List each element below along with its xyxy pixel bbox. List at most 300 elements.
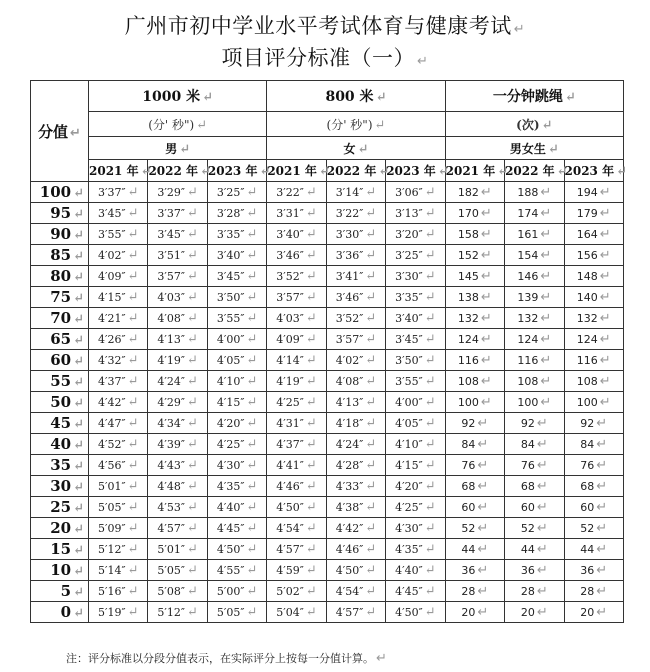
paragraph-mark-icon: ↵ <box>477 478 489 494</box>
unit-time-1000m: (分' 秒") ↵ <box>89 112 267 137</box>
table-row <box>31 308 624 329</box>
count-value-cell: 36 ↵ <box>505 560 564 581</box>
paragraph-mark-icon: ↵ <box>187 457 198 473</box>
paragraph-mark-icon: ↵ <box>480 268 492 284</box>
count-value-cell: 188 ↵ <box>505 182 564 203</box>
paragraph-mark-icon: ↵ <box>424 541 436 557</box>
paragraph-mark-icon: ↵ <box>246 415 258 431</box>
table-row <box>31 539 624 560</box>
count-value-cell: 170 ↵ <box>445 203 504 224</box>
count-value-cell: 44 ↵ <box>505 539 564 560</box>
paragraph-mark-icon: ↵ <box>596 436 608 452</box>
paragraph-mark-icon: ↵ <box>127 226 139 242</box>
time-value-cell: 4′47″ ↵ <box>89 413 148 434</box>
paragraph-mark-icon: ↵ <box>596 457 608 473</box>
paragraph-mark-icon: ↵ <box>424 478 436 494</box>
paragraph-mark-icon: ↵ <box>365 352 377 368</box>
table-row <box>31 413 624 434</box>
time-value-cell: 4′53″ ↵ <box>148 497 207 518</box>
count-value-cell: 148 ↵ <box>564 266 624 287</box>
time-value-cell: 3′30″ ↵ <box>326 224 385 245</box>
paragraph-mark-icon: ↵ <box>365 520 377 536</box>
paragraph-mark-icon: ↵ <box>536 562 548 578</box>
paragraph-mark-icon: ↵ <box>73 291 84 306</box>
score-cell: 65 ↵ <box>31 329 89 350</box>
paragraph-mark-icon: ↵ <box>540 247 552 263</box>
paragraph-mark-icon: ↵ <box>480 352 492 368</box>
count-value-cell: 36 ↵ <box>564 560 624 581</box>
count-value-cell: 84 ↵ <box>505 434 564 455</box>
paragraph-mark-icon: ↵ <box>365 184 377 200</box>
paragraph-mark-icon: ↵ <box>480 226 492 242</box>
paragraph-mark-icon: ↵ <box>305 604 317 620</box>
paragraph-mark-icon: ↵ <box>365 373 377 389</box>
time-value-cell: 4′00″ ↵ <box>207 329 266 350</box>
count-value-cell: 20 ↵ <box>564 602 624 623</box>
time-value-cell: 4′03″ ↵ <box>148 287 207 308</box>
score-cell: 75 ↵ <box>31 287 89 308</box>
paragraph-mark-icon: ↵ <box>480 205 492 221</box>
count-value-cell: 20 ↵ <box>445 602 504 623</box>
count-value-cell: 139 ↵ <box>505 287 564 308</box>
paragraph-mark-icon: ↵ <box>596 541 608 557</box>
time-value-cell: 5′01″ ↵ <box>148 539 207 560</box>
paragraph-mark-icon: ↵ <box>187 394 198 410</box>
time-value-cell: 5′02″ ↵ <box>267 581 326 602</box>
count-value-cell: 60 ↵ <box>445 497 504 518</box>
time-value-cell: 5′00″ ↵ <box>207 581 266 602</box>
time-value-cell: 3′29″ ↵ <box>148 182 207 203</box>
time-value-cell: 4′31″ ↵ <box>267 413 326 434</box>
count-value-cell: 156 ↵ <box>564 245 624 266</box>
count-value-cell: 28 ↵ <box>505 581 564 602</box>
paragraph-mark-icon: ↵ <box>596 583 608 599</box>
time-value-cell: 3′45″ ↵ <box>148 224 207 245</box>
time-value-cell: 4′57″ ↵ <box>326 602 385 623</box>
table-row <box>31 392 624 413</box>
paragraph-mark-icon: ↵ <box>541 117 553 133</box>
paragraph-mark-icon: ↵ <box>477 520 489 536</box>
time-value-cell: 4′43″ ↵ <box>148 455 207 476</box>
score-cell: 45 ↵ <box>31 413 89 434</box>
paragraph-mark-icon: ↵ <box>477 541 489 557</box>
time-value-cell: 4′08″ ↵ <box>326 371 385 392</box>
paragraph-mark-icon: ↵ <box>73 207 84 222</box>
paragraph-mark-icon: ↵ <box>246 457 258 473</box>
table-row <box>31 266 624 287</box>
paragraph-mark-icon: ↵ <box>599 184 611 200</box>
paragraph-mark-icon: ↵ <box>127 436 139 452</box>
time-value-cell: 4′00″ ↵ <box>386 392 445 413</box>
time-value-cell: 3′51″ ↵ <box>148 245 207 266</box>
paragraph-mark-icon: ↵ <box>365 541 377 557</box>
paragraph-mark-icon: ↵ <box>477 457 489 473</box>
paragraph-mark-icon: ↵ <box>305 331 317 347</box>
time-value-cell: 4′35″ ↵ <box>207 476 266 497</box>
paragraph-mark-icon: ↵ <box>365 415 377 431</box>
paragraph-mark-icon: ↵ <box>73 606 84 621</box>
time-value-cell: 4′05″ ↵ <box>386 413 445 434</box>
count-value-cell: 20 ↵ <box>505 602 564 623</box>
paragraph-mark-icon: ↵ <box>246 604 258 620</box>
time-value-cell: 3′13″ ↵ <box>386 203 445 224</box>
count-value-cell: 132 ↵ <box>564 308 624 329</box>
time-value-cell: 3′28″ ↵ <box>207 203 266 224</box>
paragraph-mark-icon: ↵ <box>540 289 552 305</box>
paragraph-mark-icon: ↵ <box>424 562 436 578</box>
table-row <box>31 350 624 371</box>
paragraph-mark-icon: ↵ <box>187 352 198 368</box>
paragraph-mark-icon: ↵ <box>536 604 548 620</box>
header-score: 分值 ↵ <box>31 81 89 182</box>
paragraph-mark-icon: ↵ <box>536 520 548 536</box>
count-value-cell: 154 ↵ <box>505 245 564 266</box>
time-value-cell: 4′56″ ↵ <box>89 455 148 476</box>
paragraph-mark-icon: ↵ <box>596 604 608 620</box>
paragraph-mark-icon: ↵ <box>305 478 317 494</box>
paragraph-mark-icon: ↵ <box>424 520 436 536</box>
paragraph-mark-icon: ↵ <box>305 289 317 305</box>
score-cell: 10 ↵ <box>31 560 89 581</box>
paragraph-mark-icon: ↵ <box>365 562 377 578</box>
paragraph-mark-icon: ↵ <box>599 310 611 326</box>
count-value-cell: 116 ↵ <box>564 350 624 371</box>
count-value-cell: 145 ↵ <box>445 266 504 287</box>
count-value-cell: 116 ↵ <box>505 350 564 371</box>
table-row <box>31 560 624 581</box>
paragraph-mark-icon: ↵ <box>540 226 552 242</box>
paragraph-mark-icon: ↵ <box>424 415 436 431</box>
paragraph-mark-icon: ↵ <box>73 249 84 264</box>
paragraph-mark-icon: ↵ <box>365 268 377 284</box>
time-value-cell: 3′57″ ↵ <box>326 329 385 350</box>
paragraph-mark-icon: ↵ <box>127 247 139 263</box>
time-value-cell: 4′26″ ↵ <box>89 329 148 350</box>
year-header-cell: 2023 年 ↵ <box>386 160 445 182</box>
count-value-cell: 174 ↵ <box>505 203 564 224</box>
paragraph-mark-icon: ↵ <box>424 352 436 368</box>
paragraph-mark-icon: ↵ <box>480 289 492 305</box>
time-value-cell: 4′29″ ↵ <box>148 392 207 413</box>
time-value-cell: 4′24″ ↵ <box>148 371 207 392</box>
count-value-cell: 92 ↵ <box>445 413 504 434</box>
paragraph-mark-icon: ↵ <box>200 164 211 179</box>
paragraph-mark-icon: ↵ <box>187 247 198 263</box>
time-value-cell: 4′21″ ↵ <box>89 308 148 329</box>
score-cell: 100 ↵ <box>31 182 89 203</box>
paragraph-mark-icon: ↵ <box>246 310 258 326</box>
paragraph-mark-icon: ↵ <box>599 247 611 263</box>
paragraph-mark-icon: ↵ <box>73 543 84 558</box>
time-value-cell: 4′42″ ↵ <box>89 392 148 413</box>
time-value-cell: 4′50″ ↵ <box>326 560 385 581</box>
paragraph-mark-icon: ↵ <box>187 331 198 347</box>
count-value-cell: 152 ↵ <box>445 245 504 266</box>
paragraph-mark-icon: ↵ <box>616 164 627 179</box>
paragraph-mark-icon: ↵ <box>540 394 552 410</box>
time-value-cell: 3′45″ ↵ <box>89 203 148 224</box>
paragraph-mark-icon: ↵ <box>305 373 317 389</box>
count-value-cell: 52 ↵ <box>445 518 504 539</box>
paragraph-mark-icon: ↵ <box>246 226 258 242</box>
time-value-cell: 5′01″ ↵ <box>89 476 148 497</box>
count-value-cell: 146 ↵ <box>505 266 564 287</box>
count-value-cell: 68 ↵ <box>505 476 564 497</box>
paragraph-mark-icon: ↵ <box>196 117 208 133</box>
paragraph-mark-icon: ↵ <box>477 436 489 452</box>
paragraph-mark-icon: ↵ <box>365 499 377 515</box>
paragraph-mark-icon: ↵ <box>202 90 214 105</box>
time-value-cell: 4′28″ ↵ <box>326 455 385 476</box>
paragraph-mark-icon: ↵ <box>305 352 317 368</box>
paragraph-mark-icon: ↵ <box>305 310 317 326</box>
gender-male: 男 ↵ <box>89 137 267 160</box>
paragraph-mark-icon: ↵ <box>536 499 548 515</box>
paragraph-mark-icon: ↵ <box>596 562 608 578</box>
time-value-cell: 4′54″ ↵ <box>326 581 385 602</box>
paragraph-mark-icon: ↵ <box>424 604 436 620</box>
time-value-cell: 3′57″ ↵ <box>267 287 326 308</box>
time-value-cell: 3′14″ ↵ <box>326 182 385 203</box>
paragraph-mark-icon: ↵ <box>437 164 449 179</box>
time-value-cell: 4′09″ ↵ <box>89 266 148 287</box>
count-value-cell: 100 ↵ <box>505 392 564 413</box>
paragraph-mark-icon: ↵ <box>540 268 552 284</box>
paragraph-mark-icon: ↵ <box>424 247 436 263</box>
paragraph-mark-icon: ↵ <box>540 331 552 347</box>
paragraph-mark-icon: ↵ <box>599 268 611 284</box>
time-value-cell: 4′19″ ↵ <box>267 371 326 392</box>
time-value-cell: 3′22″ ↵ <box>267 182 326 203</box>
paragraph-mark-icon: ↵ <box>375 90 387 105</box>
time-value-cell: 3′37″ ↵ <box>148 203 207 224</box>
paragraph-mark-icon: ↵ <box>424 394 436 410</box>
paragraph-mark-icon: ↵ <box>73 585 84 600</box>
table-row <box>31 224 624 245</box>
time-value-cell: 3′46″ ↵ <box>267 245 326 266</box>
paragraph-mark-icon: ↵ <box>417 54 429 69</box>
paragraph-mark-icon: ↵ <box>540 184 552 200</box>
count-value-cell: 92 ↵ <box>564 413 624 434</box>
paragraph-mark-icon: ↵ <box>424 583 436 599</box>
paragraph-mark-icon: ↵ <box>187 499 198 515</box>
paragraph-mark-icon: ↵ <box>556 164 568 179</box>
paragraph-mark-icon: ↵ <box>246 289 258 305</box>
year-header-cell: 2023 年 ↵ <box>564 160 624 182</box>
paragraph-mark-icon: ↵ <box>477 415 489 431</box>
time-value-cell: 3′35″ ↵ <box>207 224 266 245</box>
count-value-cell: 132 ↵ <box>505 308 564 329</box>
paragraph-mark-icon: ↵ <box>246 436 258 452</box>
year-header-cell: 2021 年 ↵ <box>89 160 148 182</box>
paragraph-mark-icon: ↵ <box>259 164 271 179</box>
count-value-cell: 100 ↵ <box>445 392 504 413</box>
paragraph-mark-icon: ↵ <box>424 205 436 221</box>
time-value-cell: 3′46″ ↵ <box>326 287 385 308</box>
paragraph-mark-icon: ↵ <box>305 562 317 578</box>
time-value-cell: 5′14″ ↵ <box>89 560 148 581</box>
paragraph-mark-icon: ↵ <box>187 226 198 242</box>
time-value-cell: 4′15″ ↵ <box>386 455 445 476</box>
paragraph-mark-icon: ↵ <box>246 520 258 536</box>
count-value-cell: 108 ↵ <box>564 371 624 392</box>
table-row <box>31 203 624 224</box>
year-header-cell: 2023 年 ↵ <box>207 160 266 182</box>
paragraph-mark-icon: ↵ <box>127 583 139 599</box>
gender-female: 女 ↵ <box>267 137 445 160</box>
count-value-cell: 68 ↵ <box>564 476 624 497</box>
paragraph-mark-icon: ↵ <box>127 457 139 473</box>
paragraph-mark-icon: ↵ <box>596 520 608 536</box>
paragraph-mark-icon: ↵ <box>365 478 377 494</box>
paragraph-mark-icon: ↵ <box>376 651 387 666</box>
count-value-cell: 84 ↵ <box>564 434 624 455</box>
paragraph-mark-icon: ↵ <box>127 205 139 221</box>
time-value-cell: 4′38″ ↵ <box>326 497 385 518</box>
year-header-cell: 2022 年 ↵ <box>326 160 385 182</box>
paragraph-mark-icon: ↵ <box>187 520 198 536</box>
paragraph-mark-icon: ↵ <box>599 352 611 368</box>
paragraph-mark-icon: ↵ <box>127 604 139 620</box>
paragraph-mark-icon: ↵ <box>187 289 198 305</box>
paragraph-mark-icon: ↵ <box>305 394 317 410</box>
time-value-cell: 4′48″ ↵ <box>148 476 207 497</box>
time-value-cell: 3′45″ ↵ <box>386 329 445 350</box>
paragraph-mark-icon: ↵ <box>187 310 198 326</box>
paragraph-mark-icon: ↵ <box>73 333 84 348</box>
time-value-cell: 4′59″ ↵ <box>267 560 326 581</box>
time-value-cell: 4′14″ ↵ <box>267 350 326 371</box>
paragraph-mark-icon: ↵ <box>187 184 198 200</box>
paragraph-mark-icon: ↵ <box>246 373 258 389</box>
paragraph-mark-icon: ↵ <box>540 205 552 221</box>
paragraph-mark-icon: ↵ <box>305 436 317 452</box>
table-row <box>31 518 624 539</box>
score-cell: 35 ↵ <box>31 455 89 476</box>
time-value-cell: 3′55″ ↵ <box>207 308 266 329</box>
paragraph-mark-icon: ↵ <box>599 205 611 221</box>
count-value-cell: 52 ↵ <box>505 518 564 539</box>
paragraph-mark-icon: ↵ <box>599 331 611 347</box>
paragraph-mark-icon: ↵ <box>246 478 258 494</box>
time-value-cell: 4′37″ ↵ <box>267 434 326 455</box>
paragraph-mark-icon: ↵ <box>187 541 198 557</box>
paragraph-mark-icon: ↵ <box>547 141 559 157</box>
time-value-cell: 4′32″ ↵ <box>89 350 148 371</box>
paragraph-mark-icon: ↵ <box>365 583 377 599</box>
paragraph-mark-icon: ↵ <box>127 499 139 515</box>
paragraph-mark-icon: ↵ <box>305 457 317 473</box>
score-cell: 90 ↵ <box>31 224 89 245</box>
time-value-cell: 4′40″ ↵ <box>386 560 445 581</box>
paragraph-mark-icon: ↵ <box>127 310 139 326</box>
time-value-cell: 5′12″ ↵ <box>89 539 148 560</box>
score-cell: 30 ↵ <box>31 476 89 497</box>
time-value-cell: 4′18″ ↵ <box>326 413 385 434</box>
paragraph-mark-icon: ↵ <box>73 312 84 327</box>
paragraph-mark-icon: ↵ <box>536 457 548 473</box>
time-value-cell: 5′05″ ↵ <box>148 560 207 581</box>
paragraph-mark-icon: ↵ <box>246 247 258 263</box>
paragraph-mark-icon: ↵ <box>73 375 84 390</box>
year-header-row <box>31 160 624 182</box>
paragraph-mark-icon: ↵ <box>73 480 84 495</box>
table-row <box>31 371 624 392</box>
year-header-cell: 2022 年 ↵ <box>148 160 207 182</box>
count-value-cell: 124 ↵ <box>564 329 624 350</box>
time-value-cell: 5′12″ ↵ <box>148 602 207 623</box>
paragraph-mark-icon: ↵ <box>127 268 139 284</box>
paragraph-mark-icon: ↵ <box>477 562 489 578</box>
paragraph-mark-icon: ↵ <box>424 184 436 200</box>
time-value-cell: 4′05″ ↵ <box>207 350 266 371</box>
table-row <box>31 497 624 518</box>
time-value-cell: 3′40″ ↵ <box>267 224 326 245</box>
count-value-cell: 76 ↵ <box>505 455 564 476</box>
time-value-cell: 4′55″ ↵ <box>207 560 266 581</box>
time-value-cell: 4′33″ ↵ <box>326 476 385 497</box>
paragraph-mark-icon: ↵ <box>140 164 152 179</box>
header-800m: 800 米 ↵ <box>267 81 445 112</box>
score-cell: 70 ↵ <box>31 308 89 329</box>
paragraph-mark-icon: ↵ <box>365 331 377 347</box>
paragraph-mark-icon: ↵ <box>365 247 377 263</box>
time-value-cell: 4′19″ ↵ <box>148 350 207 371</box>
score-cell: 85 ↵ <box>31 245 89 266</box>
paragraph-mark-icon: ↵ <box>424 310 436 326</box>
time-value-cell: 3′50″ ↵ <box>207 287 266 308</box>
time-value-cell: 4′13″ ↵ <box>148 329 207 350</box>
paragraph-mark-icon: ↵ <box>73 270 84 285</box>
time-value-cell: 4′39″ ↵ <box>148 434 207 455</box>
count-value-cell: 76 ↵ <box>564 455 624 476</box>
paragraph-mark-icon: ↵ <box>246 331 258 347</box>
paragraph-mark-icon: ↵ <box>378 164 390 179</box>
paragraph-mark-icon: ↵ <box>365 310 377 326</box>
time-value-cell: 4′37″ ↵ <box>89 371 148 392</box>
time-value-cell: 4′20″ ↵ <box>207 413 266 434</box>
score-cell: 80 ↵ <box>31 266 89 287</box>
paragraph-mark-icon: ↵ <box>127 478 139 494</box>
header-1000m: 1000 米 ↵ <box>89 81 267 112</box>
count-value-cell: 60 ↵ <box>505 497 564 518</box>
paragraph-mark-icon: ↵ <box>318 164 330 179</box>
time-value-cell: 4′25″ ↵ <box>207 434 266 455</box>
time-value-cell: 4′50″ ↵ <box>207 539 266 560</box>
paragraph-mark-icon: ↵ <box>305 583 317 599</box>
paragraph-mark-icon: ↵ <box>365 394 377 410</box>
time-value-cell: 3′50″ ↵ <box>386 350 445 371</box>
table-row <box>31 434 624 455</box>
count-value-cell: 36 ↵ <box>445 560 504 581</box>
time-value-cell: 4′10″ ↵ <box>207 371 266 392</box>
time-value-cell: 5′05″ ↵ <box>207 602 266 623</box>
time-value-cell: 3′52″ ↵ <box>326 308 385 329</box>
time-value-cell: 4′30″ ↵ <box>207 455 266 476</box>
paragraph-mark-icon: ↵ <box>246 394 258 410</box>
paragraph-mark-icon: ↵ <box>365 436 377 452</box>
paragraph-mark-icon: ↵ <box>480 373 492 389</box>
unit-count-rope: (次) ↵ <box>445 112 623 137</box>
time-value-cell: 4′08″ ↵ <box>148 308 207 329</box>
paragraph-mark-icon: ↵ <box>127 541 139 557</box>
paragraph-mark-icon: ↵ <box>246 541 258 557</box>
paragraph-mark-icon: ↵ <box>424 289 436 305</box>
paragraph-mark-icon: ↵ <box>73 417 84 432</box>
paragraph-mark-icon: ↵ <box>127 331 139 347</box>
unit-time-800m: (分' 秒") ↵ <box>267 112 445 137</box>
paragraph-mark-icon: ↵ <box>305 541 317 557</box>
